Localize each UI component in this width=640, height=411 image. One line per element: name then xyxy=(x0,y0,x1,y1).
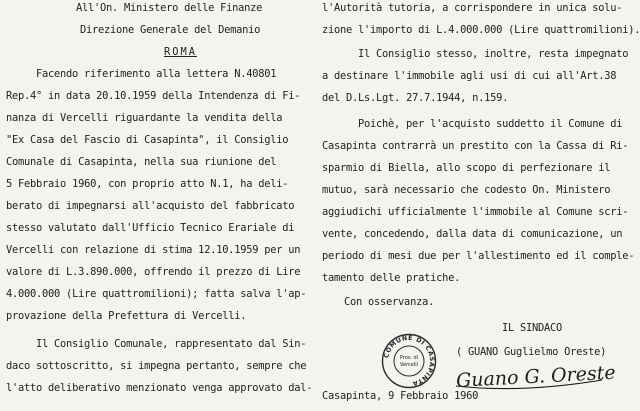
body-line: stesso valutato dall'Ufficio Tecnico Erariale di xyxy=(6,222,295,234)
closing-salutation: Con osservanza. xyxy=(344,296,435,308)
body-line: vente, concedendo, dalla data di comunicazione, un xyxy=(322,228,623,240)
municipal-stamp-icon xyxy=(381,333,437,389)
body-line: sparmio di Biella, allo scopo di perfezionare il xyxy=(322,162,611,174)
body-line: l'atto deliberativo menzionato venga approvato dal- xyxy=(6,382,313,394)
body-line: berato di impegnarsi all'acquisto del fabbricato xyxy=(6,200,295,212)
body-line: Il Consiglio Comunale, rappresentato dal Sin- xyxy=(36,338,307,350)
svg-text:COMUNE DI CASAPINTA: COMUNE DI CASAPINTA xyxy=(383,334,436,387)
body-line: del D.Ls.Lgt. 27.7.1944, n.159. xyxy=(322,92,509,104)
recipient-city: ROMA xyxy=(164,46,198,58)
body-line: Poichè, per l'acquisto suddetto il Comune di xyxy=(358,118,623,130)
handwritten-signature xyxy=(452,356,622,392)
body-line: Comunale di Casapinta, nella sua riunione del xyxy=(6,156,277,168)
body-line: l'Autorità tutoria, a corrispondere in unica solu- xyxy=(322,2,623,14)
body-line: tamento delle pratiche. xyxy=(322,272,461,284)
body-line: Rep.4° in data 20.10.1959 della Intendenza di Fi- xyxy=(6,90,301,102)
body-line: daco sottoscritto, si impegna pertanto, sempre che xyxy=(6,360,307,372)
recipient-line: All'On. Ministero delle Finanze xyxy=(76,2,263,14)
body-line: periodo di mesi due per l'allestimento ed il comple- xyxy=(322,250,635,262)
body-line: nanza di Vercelli riguardante la vendita della xyxy=(6,112,283,124)
body-line: a destinare l'immobile agli usi di cui all'Art.38 xyxy=(322,70,617,82)
recipient-dept: Direzione Generale del Demanio xyxy=(80,24,261,36)
place-date: Casapinta, 9 Febbraio 1960 xyxy=(322,390,479,402)
body-line: mutuo, sarà necessario che codesto On. Ministero xyxy=(322,184,611,196)
body-line: "Ex Casa del Fascio di Casapinta", il Consiglio xyxy=(6,134,289,146)
body-line: Il Consiglio stesso, inoltre, resta impegnato xyxy=(358,48,629,60)
body-line: Casapinta contrarrà un prestito con la Cassa di Ri- xyxy=(322,140,629,152)
signatory-title: IL SINDACO xyxy=(502,322,563,334)
body-line: valore di L.3.890.000, offrendo il prezzo di Lire xyxy=(6,266,301,278)
body-line: 4.000.000 (Lire quattromilioni); fatta salva l'ap- xyxy=(6,288,307,300)
body-line: provazione della Prefettura di Vercelli. xyxy=(6,310,247,322)
body-line: Vercelli con relazione di stima 12.10.1959 per un xyxy=(6,244,301,256)
signatory-name: ( GUANO Guglielmo Oreste) xyxy=(456,346,607,358)
body-line: aggiudichi ufficialmente l'immobile al Comune scri- xyxy=(322,206,629,218)
body-line: 5 Febbraio 1960, con proprio atto N.1, ha deli- xyxy=(6,178,289,190)
svg-text:Guano G. Oreste: Guano G. Oreste xyxy=(455,361,617,392)
svg-text:Vercelli: Vercelli xyxy=(399,362,419,368)
body-line: zione l'importo di L.4.000.000 (Lire quattromilioni). xyxy=(322,24,640,36)
body-line: Facendo riferimento alla lettera N.40801 xyxy=(36,68,277,80)
svg-text:Prov. di: Prov. di xyxy=(399,355,419,361)
